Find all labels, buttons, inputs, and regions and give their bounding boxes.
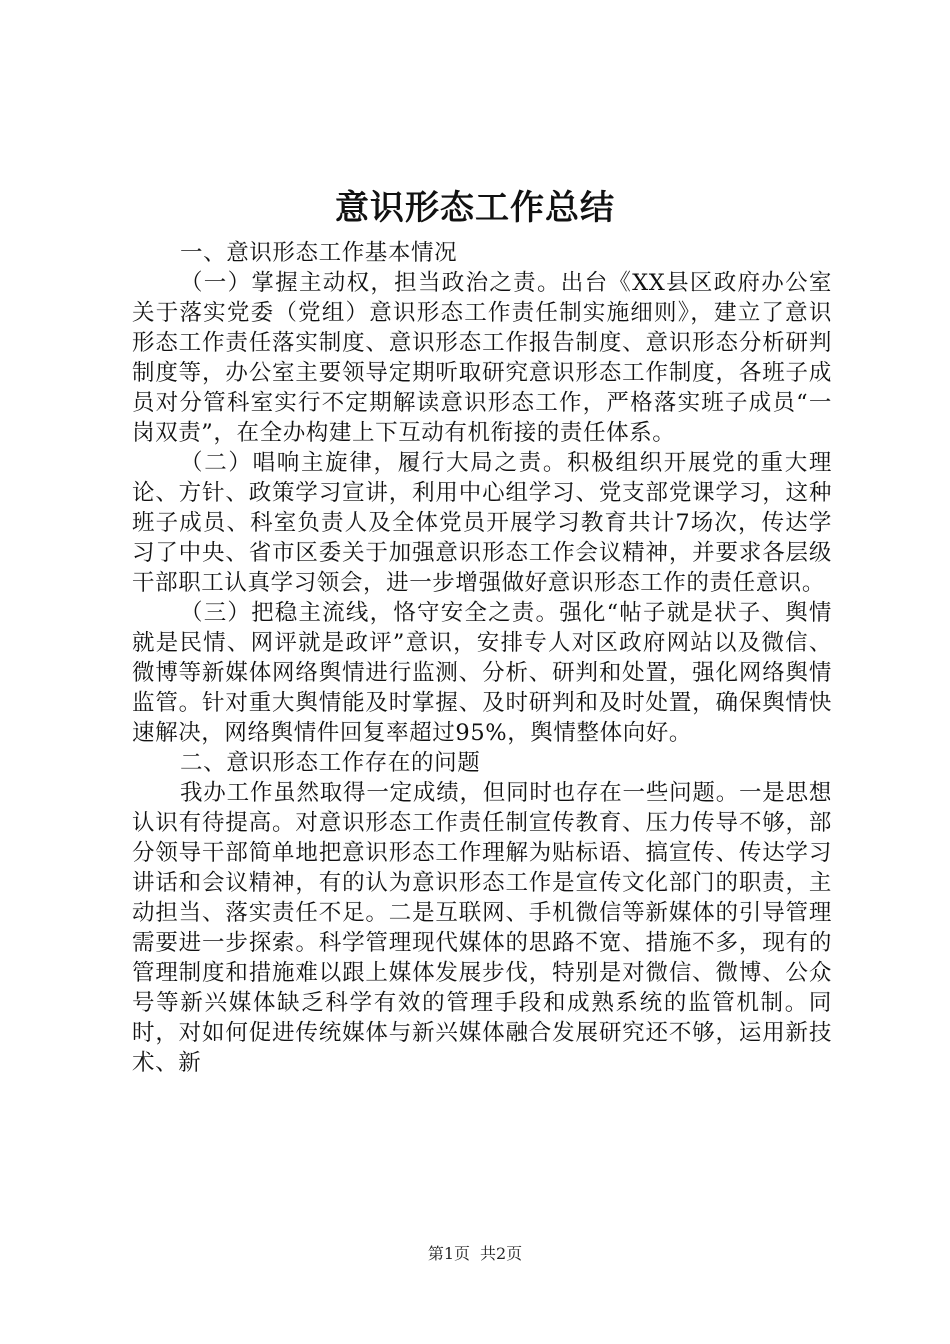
- document-title: 意识形态工作总结: [335, 188, 615, 228]
- section-heading-1: 一、意识形态工作基本情况: [180, 240, 458, 266]
- page-number: 第1页: [427, 1244, 470, 1263]
- page-total: 共2页: [480, 1244, 523, 1263]
- paragraph-2: （二）唱响主旋律，履行大局之责。积极组织开展党的重大理论、方针、政策学习宣讲，利用中心组学习、党支部党课学习，这种班子成员、科室负责人及全体党员开展学习教育共计7场次，传达学习了中央、省市区委关于加强意识形态工作会议精神，并要求各层级干部职工认真学习领会，进一步增强做好意识形态工作的责任意识。: [132, 450, 832, 596]
- page-footer: [0, 1244, 950, 1264]
- section-heading-2: 二、意识形态工作存在的问题: [180, 750, 481, 776]
- paragraph-4: 我办工作虽然取得一定成绩，但同时也存在一些问题。一是思想认识有待提高。对意识形态工作责任制宣传教育、压力传导不够，部分领导干部简单地把意识形态工作理解为贴标语、搞宣传、传达学习讲话和会议精神，有的认为意识形态工作是宣传文化部门的职责，主动担当、落实责任不足。二是互联网、手机微信等新媒体的引导管理需要进一步探索。科学管理现代媒体的思路不宽、措施不多，现有的管理制度和措施难以跟上媒体发展步伐，特别是对微信、微博、公众号等新兴媒体缺乏科学有效的管理手段和成熟系统的监管机制。同时，对如何促进传统媒体与新兴媒体融合发展研究还不够，运用新技术、新: [132, 780, 832, 1076]
- paragraph-3: （三）把稳主流线，恪守安全之责。强化“帖子就是状子、舆情就是民情、网评就是政评”意识，安排专人对区政府网站以及微信、微博等新媒体网络舆情进行监测、分析、研判和处置，强化网络舆情监管。针对重大舆情能及时掌握、及时研判和及时处置，确保舆情快速解决，网络舆情件回复率超过95%，舆情整体向好。: [132, 600, 832, 746]
- document-body: [132, 238, 832, 1078]
- paragraph-1: （一）掌握主动权，担当政治之责。出台《XX县区政府办公室关于落实党委（党组）意识形态工作责任制实施细则》，建立了意识形态工作责任落实制度、意识形态工作报告制度、意识形态分析研判制度等，办公室主要领导定期听取研究意识形态工作制度，各班子成员对分管科室实行不定期解读意识形态工作，严格落实班子成员“一岗双责”，在全办构建上下互动有机衔接的责任体系。: [132, 270, 832, 446]
